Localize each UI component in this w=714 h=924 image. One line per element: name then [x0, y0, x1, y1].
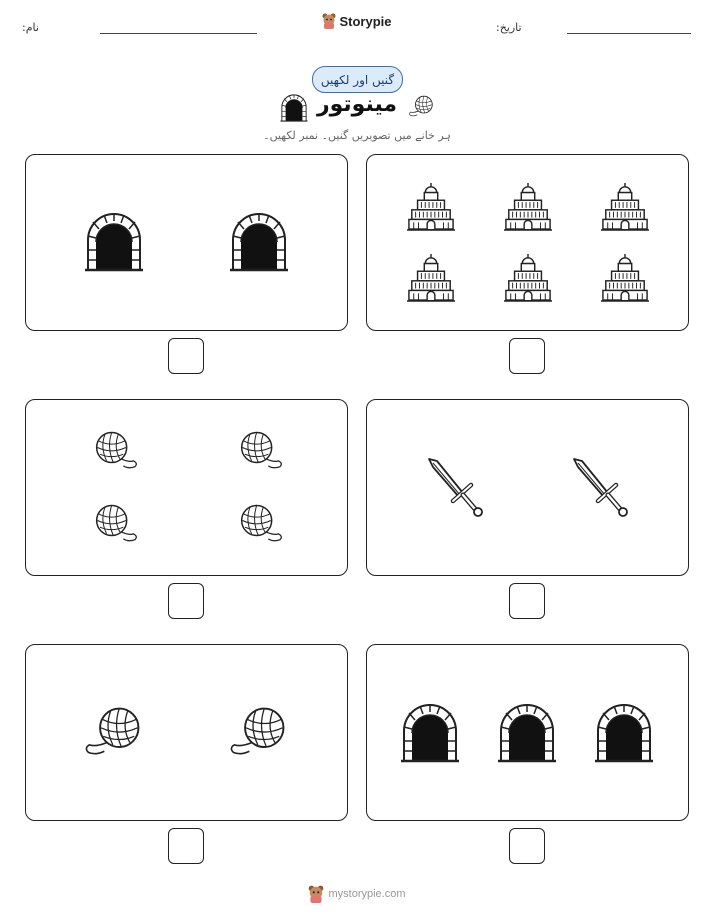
sword-icon: [570, 455, 630, 519]
archway-icon: [497, 701, 557, 763]
activity-badge: گنیں اور لکھیں: [312, 66, 403, 93]
count-panel-swords: [366, 399, 689, 576]
archway-icon: [400, 701, 460, 763]
yarn-ball-icon: [90, 427, 140, 473]
answer-box[interactable]: [168, 828, 204, 864]
count-panel-archways: [25, 154, 348, 331]
yarn-ball-icon: [228, 703, 292, 759]
brand-logo: [0, 13, 714, 29]
answer-box[interactable]: [168, 583, 204, 619]
brand-name: Storypie: [339, 13, 392, 29]
date-field[interactable]: [567, 33, 691, 34]
castle-icon: [601, 181, 649, 231]
archway-icon: [594, 701, 654, 763]
castle-icon: [601, 252, 649, 302]
castle-icon: [407, 252, 455, 302]
sword-icon: [425, 455, 485, 519]
yarn-ball-icon: [235, 427, 285, 473]
yarn-ball-icon: [408, 94, 436, 118]
bear-icon: [308, 885, 324, 903]
footer-url[interactable]: mystorypie.com: [328, 888, 406, 900]
yarn-ball-icon: [90, 500, 140, 546]
yarn-ball-icon: [83, 703, 147, 759]
count-panel-yarn: [25, 644, 348, 821]
answer-box[interactable]: [509, 338, 545, 374]
archway-icon: [84, 210, 144, 272]
archway-icon: [229, 210, 289, 272]
answer-box[interactable]: [509, 828, 545, 864]
bear-icon: [322, 13, 336, 29]
castle-icon: [407, 181, 455, 231]
answer-box[interactable]: [509, 583, 545, 619]
count-panel-castles: [366, 154, 689, 331]
answer-box[interactable]: [168, 338, 204, 374]
yarn-ball-icon: [235, 500, 285, 546]
castle-icon: [504, 181, 552, 231]
count-panel-yarn: [25, 399, 348, 576]
name-field[interactable]: [100, 33, 257, 34]
date-label: تاریخ:: [496, 21, 522, 34]
instructions: ہر خانے میں تصویریں گنیں۔ نمبر لکھیں۔: [263, 129, 451, 142]
worksheet-title: مینوتور: [316, 92, 398, 117]
name-label: نام:: [22, 21, 39, 34]
castle-icon: [504, 252, 552, 302]
footer: [0, 885, 714, 903]
count-panel-archways: [366, 644, 689, 821]
